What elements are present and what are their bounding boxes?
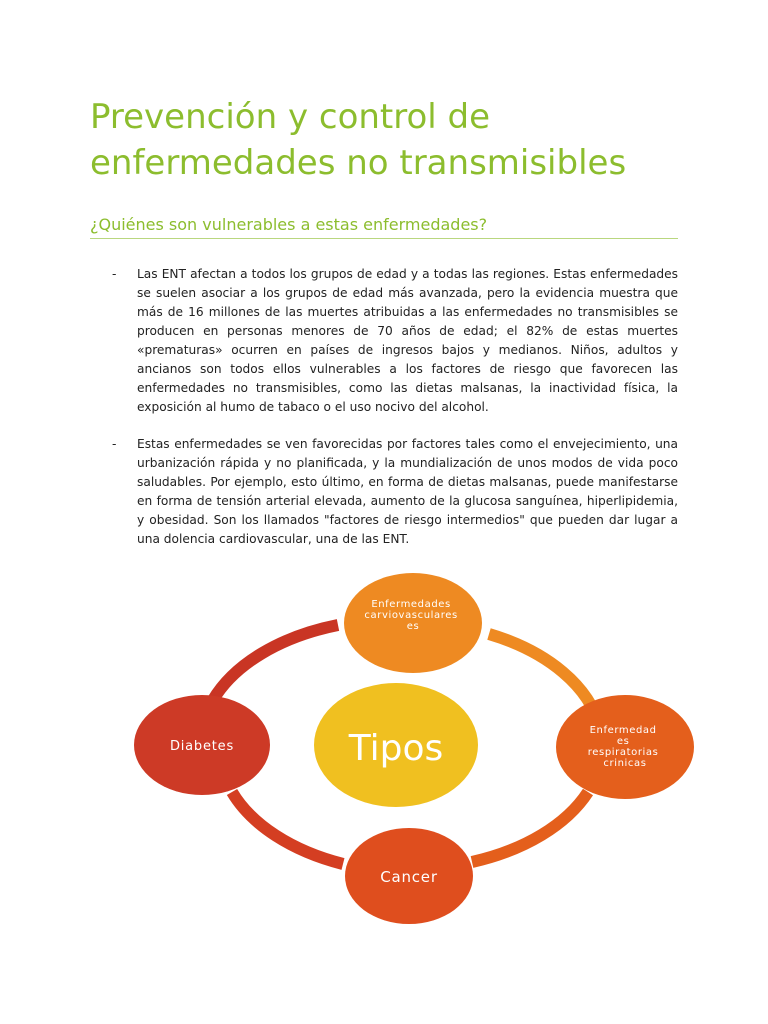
- ring-arc-right-bottom: [472, 792, 588, 862]
- bullet-item: [90, 435, 678, 549]
- bullet-text: Las ENT afectan a todos los grupos de edad y a todas las regiones. Estas enfermedades se suelen asociar a los grupos de edad más avanzada, pero la evidencia muestra que más de 16 millones de las muertes atribuidas a las enfermedades no transmisibles se producen en personas menores de 70 años de edad; el 82% de estas muertes «prematuras» ocurren en países de ingresos bajos y medianos. Niños, adultos y ancianos son todos ellos vulnerables a los factores de riesgo que favorecen las enfermedades no transmisibles, como las dietas malsanas, la inactividad física, la exposición al humo de tabaco o el uso nocivo del alcohol.: [137, 267, 678, 414]
- bullet-text: Estas enfermedades se ven favorecidas por factores tales como el envejecimiento, una urbanización rápida y no planificada, y la mundialización de unos modos de vida poco saludables. Por ejemplo, esto último, en forma de dietas malsanas, puede manifestarse en forma de tensión arterial elevada, aumento de la glucosa sanguínea, hiperlipidemia, y obesidad. Son los llamados "factores de riesgo intermedios" que pueden dar lugar a una dolencia cardiovascular, una de las ENT.: [137, 437, 678, 546]
- bullet-marker: -: [112, 267, 117, 281]
- bullet-list: [90, 265, 678, 567]
- node-diabetes-label: Diabetes: [169, 739, 235, 754]
- node-respiratory-label: Enfermedad es respiratorias crinicas: [587, 725, 659, 769]
- section-heading: ¿Quiénes son vulnerables a estas enfermedades?: [90, 214, 678, 239]
- bullet-item: [90, 265, 678, 417]
- page-title: Prevención y control de enfermedades no transmisibles: [90, 97, 627, 183]
- center-label: Tipos: [348, 728, 444, 769]
- ring-arc-bottom-left: [232, 792, 343, 864]
- node-cancer-label: Cancer: [380, 868, 438, 886]
- node-cardiovascular-label: Enfermedades carviovasculares es: [364, 599, 458, 632]
- bullet-marker: -: [112, 437, 117, 451]
- types-cycle-diagram: [0, 560, 768, 940]
- ring-arc-left-top: [213, 625, 338, 700]
